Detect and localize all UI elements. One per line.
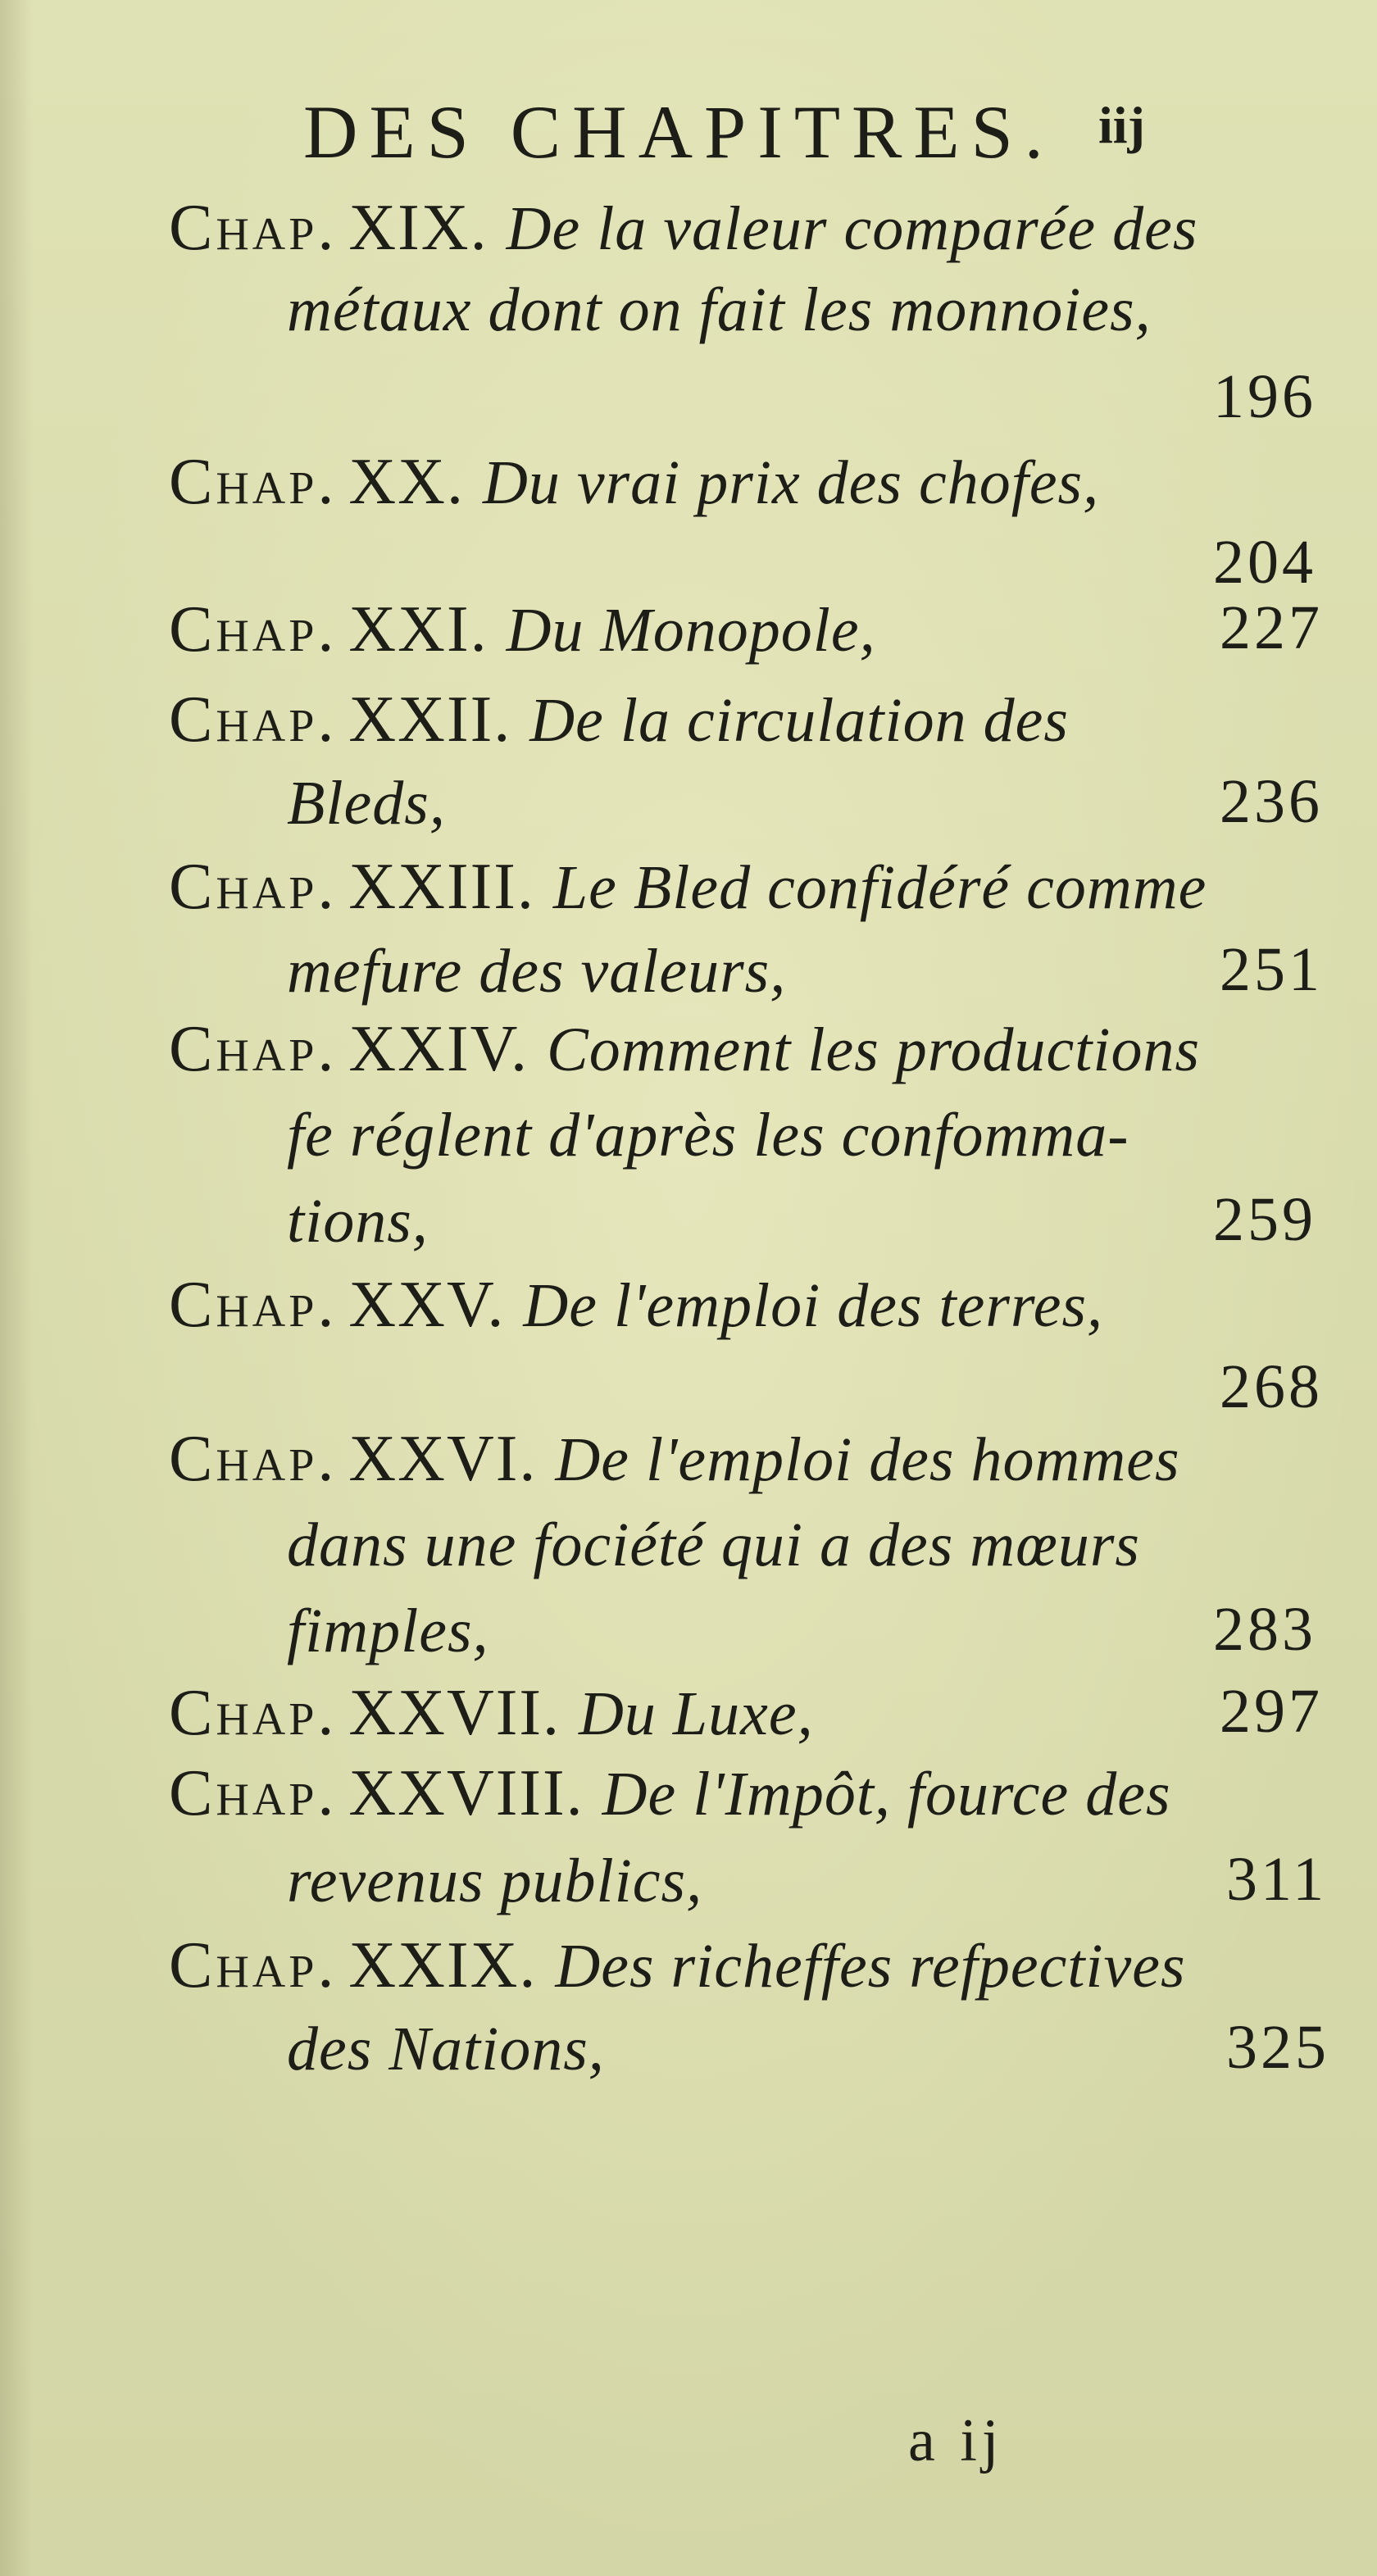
chapter-title-line: De la circulation des — [529, 686, 1069, 755]
chapter-title-line: De la valeur comparée des — [506, 194, 1198, 263]
chapter-label: Chap. — [169, 1929, 338, 2001]
chapter-title-line: des Nations, — [287, 2015, 605, 2083]
chapter-number: XXIX. — [348, 1929, 538, 2001]
page-number: 236 — [1220, 767, 1323, 836]
chapter-number: XXIV. — [348, 1013, 529, 1085]
chapter-title-continuation — [287, 2015, 605, 2083]
toc-entry-xxix — [169, 1929, 1186, 2001]
chapter-number: XXV. — [348, 1269, 506, 1341]
chapter-number: XXVII. — [348, 1677, 561, 1749]
folio-number: iij — [1098, 96, 1145, 154]
chapter-label: Chap. — [169, 593, 338, 666]
page-number: 283 — [1213, 1595, 1316, 1664]
chapter-title-continuation — [287, 937, 787, 1006]
chapter-title-line: fe réglent d'après les confomma- — [287, 1101, 1129, 1170]
signature-mark: a ij — [908, 2407, 1004, 2474]
chapter-title-line: fimples, — [287, 1597, 489, 1665]
chapter-title-line: dans une fociété qui a des mœurs — [287, 1511, 1141, 1579]
chapter-label: Chap. — [169, 1269, 338, 1341]
page-number: 297 — [1220, 1677, 1323, 1746]
chapter-label: Chap. — [169, 446, 338, 518]
page-number: 204 — [1213, 528, 1316, 597]
toc-entry-xix — [169, 192, 1198, 264]
page-number: 311 — [1226, 1845, 1328, 1914]
chapter-title-line: Bleds, — [287, 769, 446, 838]
chapter-number: XXVIII. — [348, 1757, 584, 1829]
chapter-title-line: De l'emploi des terres, — [523, 1271, 1104, 1340]
chapter-title-line: Du Monopole, — [506, 596, 876, 665]
page-number: 251 — [1220, 935, 1323, 1004]
page-number: 268 — [1220, 1352, 1323, 1421]
chapter-number: XX. — [348, 446, 465, 518]
toc-entry-xxvii — [169, 1677, 814, 1749]
chapter-title-line: Le Bled confidéré comme — [552, 853, 1207, 922]
running-title: DES CHAPITRES. — [303, 90, 1055, 174]
chapter-number: XXVI. — [348, 1423, 538, 1495]
chapter-title-line: métaux dont on fait les monnoies, — [287, 275, 1152, 344]
chapter-number: XXI. — [348, 593, 489, 666]
chapter-label: Chap. — [169, 851, 338, 923]
toc-entry-xxviii — [169, 1757, 1171, 1829]
chapter-number: XXIII. — [348, 851, 535, 923]
page-number: 227 — [1220, 593, 1323, 662]
page-number: 259 — [1213, 1185, 1316, 1254]
chapter-title-line: revenus publics, — [287, 1847, 703, 1915]
page-number: 196 — [1213, 362, 1316, 431]
chapter-number: XXII. — [348, 684, 512, 756]
chapter-title-continuation — [287, 1101, 1129, 1170]
chapter-title-line: Des richeffes refpectives — [555, 1932, 1186, 2001]
chapter-label: Chap. — [169, 684, 338, 756]
page-number: 325 — [1226, 2013, 1329, 2082]
chapter-title-line: Du vrai prix des chofes, — [482, 448, 1100, 517]
chapter-label: Chap. — [169, 1757, 338, 1829]
toc-entry-xxiii — [169, 851, 1207, 923]
toc-entry-xxvi — [169, 1423, 1180, 1495]
toc-entry-xxiv — [169, 1013, 1201, 1085]
chapter-title-line: tions, — [287, 1187, 429, 1256]
chapter-number: XIX. — [348, 192, 489, 264]
chapter-title-line: De l'emploi des hommes — [555, 1425, 1180, 1494]
chapter-title-line: mefure des valeurs, — [287, 937, 787, 1006]
chapter-label: Chap. — [169, 1423, 338, 1495]
chapter-title-continuation — [287, 1187, 429, 1256]
toc-entry-xxii — [169, 684, 1069, 756]
chapter-title-continuation — [287, 769, 446, 838]
chapter-title-continuation — [287, 1597, 489, 1665]
chapter-title-line: Comment les productions — [547, 1015, 1201, 1084]
chapter-title-line: De l'Impôt, fource des — [602, 1760, 1171, 1829]
chapter-label: Chap. — [169, 1013, 338, 1085]
chapter-label: Chap. — [169, 192, 338, 264]
chapter-label: Chap. — [169, 1677, 338, 1749]
toc-entry-xxv — [169, 1269, 1104, 1341]
toc-entry-xx — [169, 446, 1100, 518]
toc-entry-xxi — [169, 593, 876, 666]
chapter-title-continuation — [287, 1847, 703, 1915]
chapter-title-line: Du Luxe, — [579, 1679, 814, 1748]
chapter-title-continuation — [287, 275, 1152, 344]
chapter-title-continuation — [287, 1511, 1141, 1579]
